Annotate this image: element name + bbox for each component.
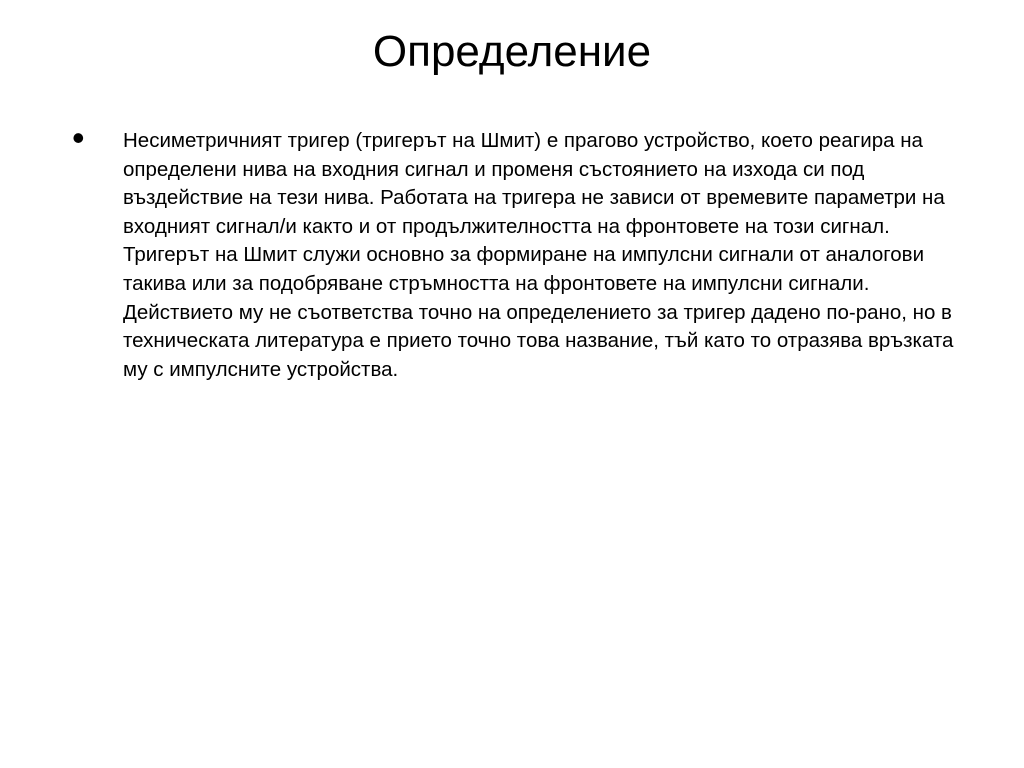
bullet-text: Несиметричният тригер (тригерът на Шмит) е прагово устройство, което реагира на определени нива на входния сигнал и променя състоянието на изхода си под въздействие на тези нива. Работата на тригера не зависи от времевите параметри на входният сигнал/и както и от продължителността на фронтовете на този сигнал. Тригерът на Шмит служи основно за формиране на импулсни сигнали от аналогови такива или за подобряване стръмността на фронтовете на импулсни сигнали. Действието му не съответства точно на определението за тригер дадено по-рано, но в техническата литература е прието точно това название, тъй като то отразява връзката му с импулсните устройства.: [123, 129, 954, 381]
bullet-item: [72, 117, 972, 384]
slide-title: Определение: [372, 27, 652, 76]
bullet-list: [72, 117, 972, 384]
bullet-icon: •: [72, 117, 85, 158]
